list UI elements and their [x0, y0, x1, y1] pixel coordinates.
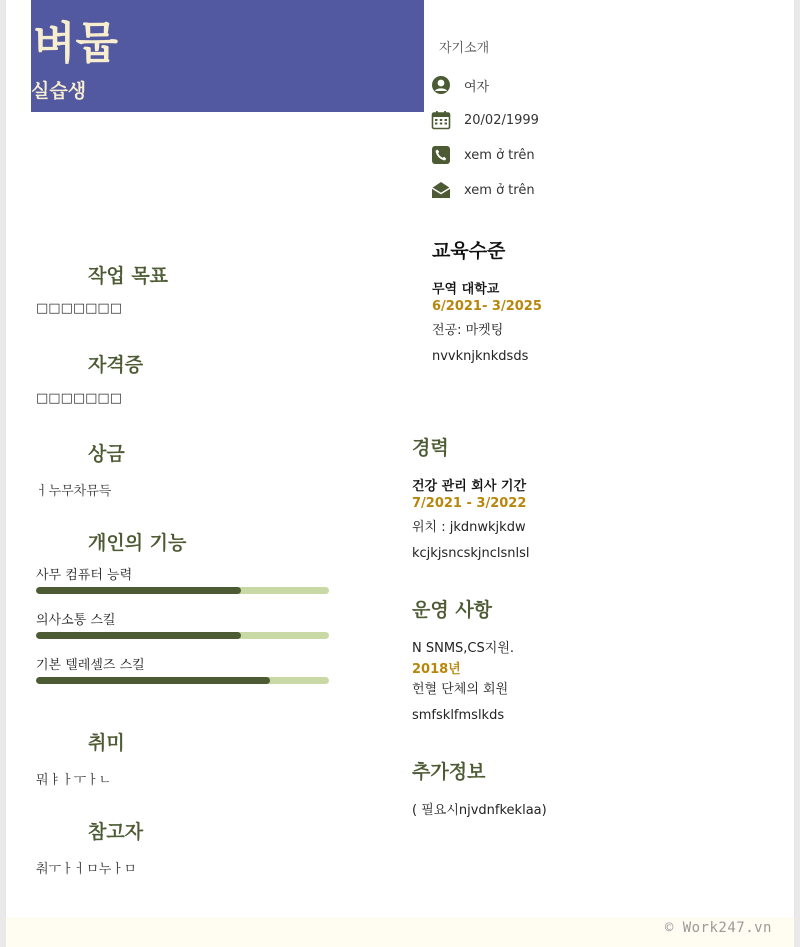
activities-org: N SNMS,CS지원. [412, 641, 515, 656]
skill-label: 기본 텔레셀즈 스킬 [36, 658, 145, 673]
awards-text: ㅓ누무차뮤득 [36, 484, 112, 499]
skill-bar-fill [36, 632, 241, 639]
objective-heading: 작업 목표 [88, 265, 169, 287]
copyright-text: © Work247.vn [664, 920, 772, 936]
email-row [431, 179, 535, 201]
skill-label: 의사소통 스킬 [36, 613, 116, 628]
envelope-open-icon [431, 180, 451, 200]
dob-row [431, 109, 539, 131]
activities-heading: 운영 사항 [412, 599, 493, 621]
awards-heading: 상금 [88, 443, 125, 465]
skill-bar [36, 677, 329, 684]
gender-row [431, 74, 489, 96]
experience-position: 위치 : jkdnwkjkdw [412, 520, 526, 535]
phone-icon [431, 145, 451, 165]
certificates-text: □□□□□□□ [36, 391, 122, 406]
education-heading: 교육수준 [432, 240, 506, 262]
experience-company: 건강 관리 회사 기간 [412, 479, 527, 494]
calendar-icon [431, 110, 451, 130]
gender-value: 여자 [464, 79, 490, 95]
email-value: xem ở trên [464, 182, 535, 198]
candidate-name: 벼뭅 [33, 18, 119, 69]
skill-label: 사무 컴퓨터 능력 [36, 568, 133, 583]
phone-value: xem ở trên [464, 147, 535, 163]
dob-value: 20/02/1999 [464, 112, 539, 128]
education-major: 전공: 마켓팅 [432, 323, 504, 338]
candidate-role: 실습생 [31, 80, 87, 102]
activities-note: smfsklfmslkds [412, 708, 505, 723]
skill-bar-fill [36, 587, 241, 594]
additional-text: ( 필요시njvdnfkeklaa) [412, 803, 547, 818]
references-heading: 참고자 [88, 821, 144, 843]
footer-bar [6, 917, 794, 947]
skill-bar [36, 632, 329, 639]
hobbies-text: 뭐ㅑㅏㅜㅏㄴ [36, 773, 112, 788]
experience-heading: 경력 [412, 437, 449, 459]
user-circle-icon [431, 75, 451, 95]
education-note: nvvknjknkdsds [432, 349, 529, 364]
experience-note: kcjkjsncskjnclsnlsl [412, 546, 530, 561]
skill-bar [36, 587, 329, 594]
objective-text: □□□□□□□ [36, 301, 122, 316]
skill-bar-fill [36, 677, 270, 684]
additional-heading: 추가정보 [412, 761, 486, 783]
info-title: 자기소개 [439, 41, 490, 56]
references-text: 춰ㅜㅏㅓㅁ누ㅏㅁ [36, 862, 137, 877]
experience-period: 7/2021 - 3/2022 [412, 496, 527, 511]
education-period: 6/2021- 3/2025 [432, 299, 542, 314]
activities-year: 2018년 [412, 662, 461, 677]
education-school: 무역 대학교 [432, 282, 500, 297]
phone-row [431, 144, 535, 166]
certificates-heading: 자격증 [88, 354, 144, 376]
skills-heading: 개인의 기능 [88, 532, 187, 554]
hobbies-heading: 취미 [88, 732, 125, 754]
activities-role: 헌혈 단체의 회원 [412, 682, 509, 697]
